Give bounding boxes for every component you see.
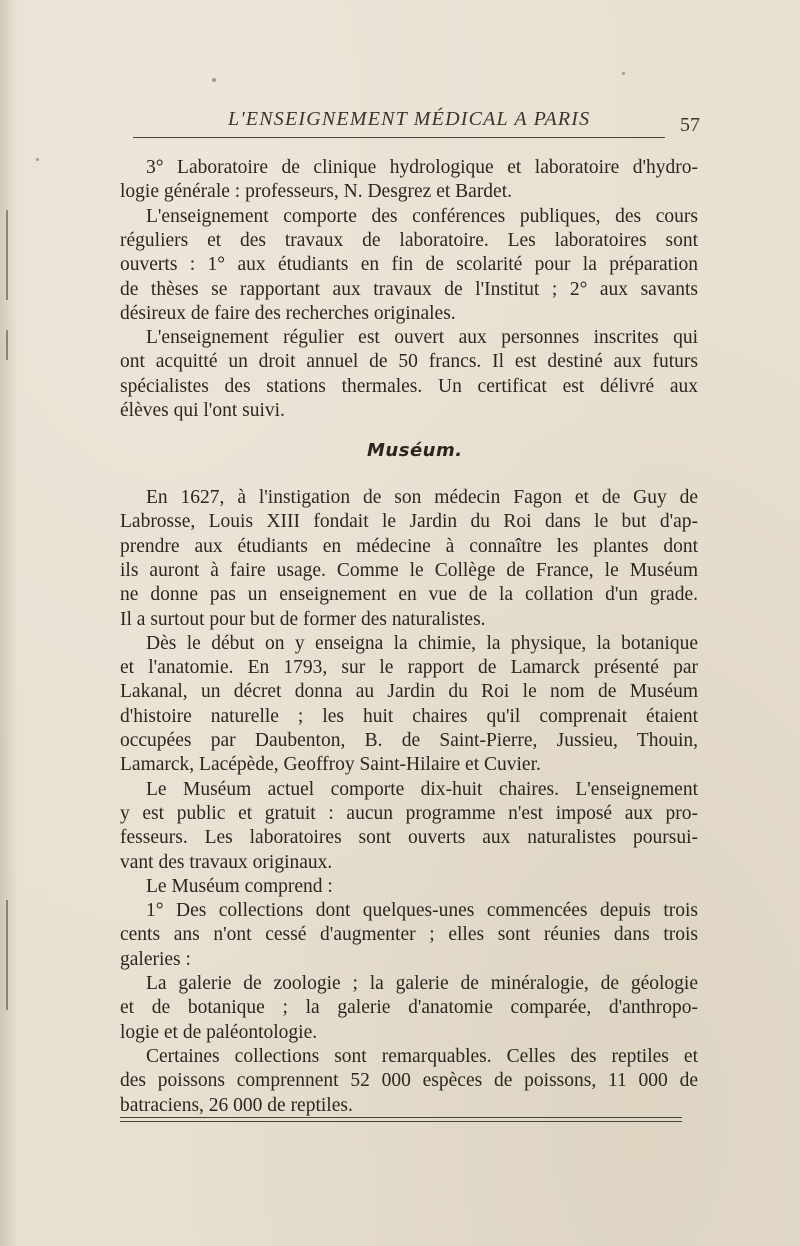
text-line: désireux de faire des recherches originales. bbox=[120, 302, 456, 324]
text-line: Dès le début on y enseigna la chimie, la physique, la botanique bbox=[146, 632, 698, 654]
text-line: cents ans n'ont cessé d'augmenter ; elles sont réunies dans trois bbox=[120, 924, 698, 946]
paper-fleck bbox=[622, 72, 625, 75]
margin-mark bbox=[6, 210, 8, 300]
text-line: et de botanique ; la galerie d'anatomie comparée, d'anthropo- bbox=[120, 997, 698, 1019]
text-line: Le Muséum actuel comporte dix-huit chaires. L'enseignement bbox=[146, 778, 698, 800]
paper-fleck bbox=[212, 78, 216, 82]
bottom-rule bbox=[120, 1121, 682, 1122]
text-line: fesseurs. Les laboratoires sont ouverts aux naturalistes poursui- bbox=[120, 827, 698, 849]
text-line: Lamarck, Lacépède, Geoffroy Saint-Hilaire et Cuvier. bbox=[120, 754, 541, 776]
text-line: Le Muséum comprend : bbox=[146, 875, 333, 897]
text-line: occupées par Daubenton, B. de Saint-Pierre, Jussieu, Thouin, bbox=[120, 730, 698, 751]
section-title: Muséum. bbox=[367, 440, 463, 461]
text-line: 1° Des collections dont quelques-unes commencées depuis trois bbox=[146, 900, 698, 922]
text-line: ont acquitté un droit annuel de 50 francs. Il est destiné aux futurs bbox=[120, 351, 698, 373]
margin-mark bbox=[6, 330, 8, 360]
text-line: La galerie de zoologie ; la galerie de minéralogie, de géologie bbox=[146, 973, 698, 994]
text-line: y est public et gratuit : aucun programme n'est imposé aux pro- bbox=[120, 802, 698, 824]
text-line: Lakanal, un décret donna au Jardin du Roi le nom de Muséum bbox=[120, 681, 698, 703]
text-line: élèves qui l'ont suivi. bbox=[120, 400, 285, 421]
margin-mark bbox=[6, 900, 8, 1010]
text-line: des poissons comprennent 52 000 espèces de poissons, 11 000 de bbox=[120, 1070, 698, 1092]
text-line: d'histoire naturelle ; les huit chaires qu'il comprenait étaient bbox=[120, 705, 698, 727]
page-number: 57 bbox=[680, 114, 700, 136]
text-line: galeries : bbox=[120, 948, 191, 970]
text-line: réguliers et des travaux de laboratoire. Les laboratoires sont bbox=[120, 229, 698, 251]
text-line: En 1627, à l'instigation de son médecin Fagon et de Guy de bbox=[146, 487, 698, 508]
text-line: Labrosse, Louis XIII fondait le Jardin du Roi dans le but d'ap- bbox=[120, 511, 698, 533]
running-head: L'ENSEIGNEMENT MÉDICAL A PARIS bbox=[228, 108, 591, 130]
text-line: ne donne pas un enseignement en vue de la collation d'un grade. bbox=[120, 584, 698, 606]
text-line: logie générale : professeurs, N. Desgrez et Bardet. bbox=[120, 181, 513, 203]
text-line: prendre aux étudiants en médecine à connaître les plantes dont bbox=[120, 535, 698, 557]
text-line: spécialistes des stations thermales. Un certificat est délivré aux bbox=[120, 375, 698, 397]
text-line: Il a surtout pour but de former des naturalistes. bbox=[120, 608, 486, 630]
text-line: logie et de paléontologie. bbox=[120, 1021, 318, 1043]
text-line: ils auront à faire usage. Comme le Collège de France, le Muséum bbox=[120, 559, 698, 581]
binding-shadow bbox=[0, 0, 18, 1246]
paper-fleck bbox=[36, 158, 39, 161]
header-rule bbox=[133, 137, 665, 138]
text-line: Certaines collections sont remarquables. Celles des reptiles et bbox=[146, 1045, 698, 1067]
text-line: ouverts : 1° aux étudiants en fin de scolarité pour la préparation bbox=[120, 254, 698, 276]
bottom-rule bbox=[120, 1117, 682, 1118]
text-line: batraciens, 26 000 de reptiles. bbox=[120, 1094, 353, 1116]
text-line: 3° Laboratoire de clinique hydrologique et laboratoire d'hydro- bbox=[146, 157, 698, 178]
text-line: L'enseignement comporte des conférences publiques, des cours bbox=[146, 205, 698, 227]
text-line: L'enseignement régulier est ouvert aux personnes inscrites qui bbox=[146, 327, 698, 349]
text-line: vant des travaux originaux. bbox=[120, 851, 333, 873]
text-line: et l'anatomie. En 1793, sur le rapport de Lamarck présenté par bbox=[120, 657, 698, 679]
text-line: de thèses se rapportant aux travaux de l'Institut ; 2° aux savants bbox=[120, 278, 698, 300]
